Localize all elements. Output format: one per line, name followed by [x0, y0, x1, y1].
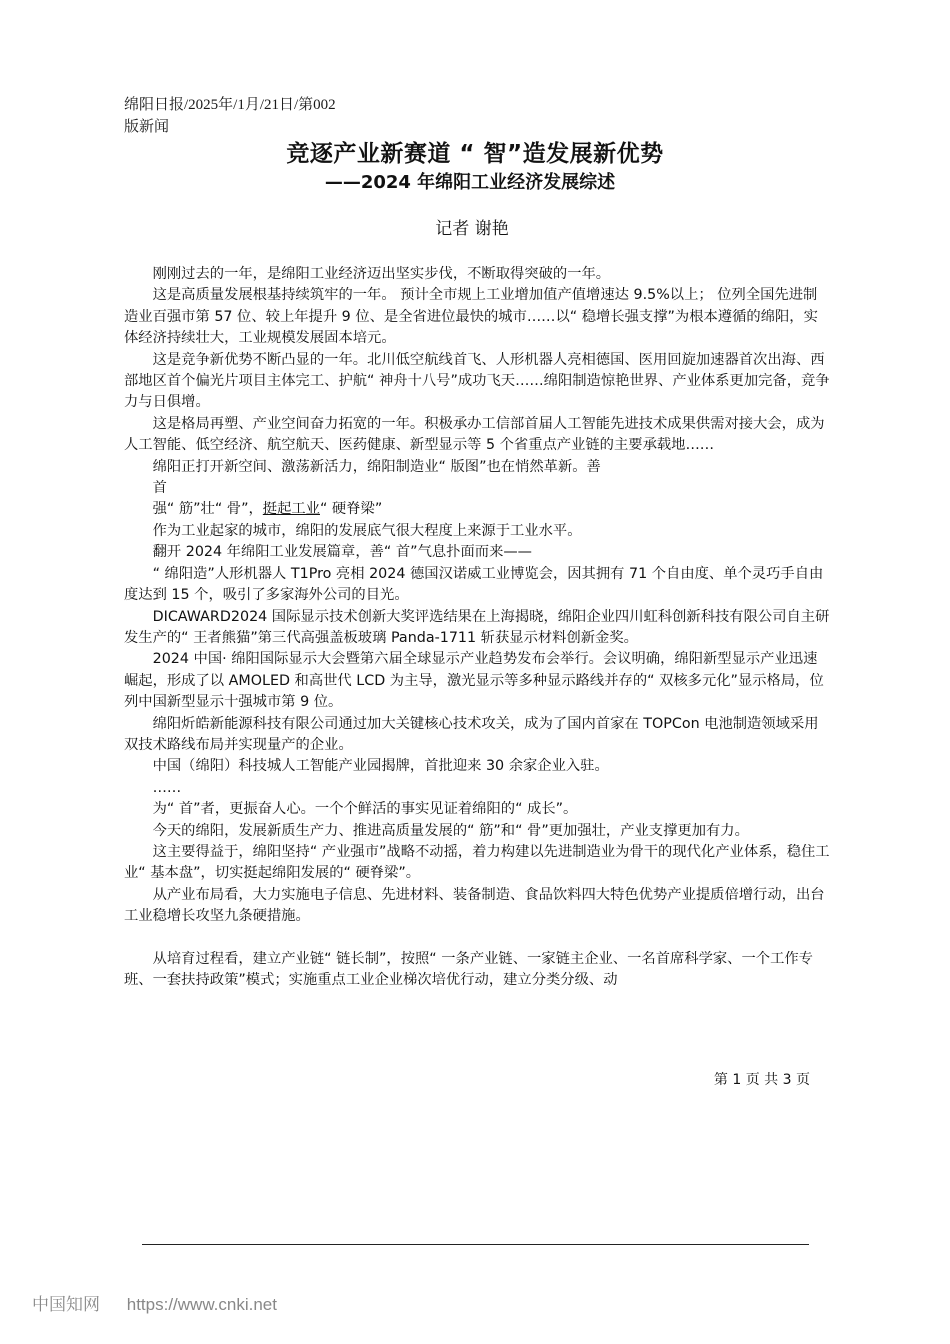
paragraph: “ 绵阳造”人形机器人 T1Pro 亮相 2024 德国汉诺威工业博览会，因其拥有 71 个自由度、单个灵巧手自由度达到 15 个，吸引了多家海外公司的目光。: [124, 565, 824, 604]
paragraph: 翻开 2024 年绵阳工业发展篇章，善“ 首”气息扑面而来——: [152, 544, 532, 561]
cnki-brand: 中国知网: [32, 1295, 100, 1314]
paragraph: 这是格局再塑、产业空间奋力拓宽的一年。积极承办工信部首届人工智能先进技术成果供需对接大会，成为人工智能、低空经济、航空航天、医药健康、新型显示等 5 个省重点产业链的主要承载地……: [124, 415, 825, 454]
subheading-part-2: “ 硬脊梁”: [319, 501, 383, 518]
section-subheading: [124, 499, 830, 520]
paragraph: 2024 中国· 绵阳国际显示大会暨第六届全球显示产业趋势发布会举行。会议明确，绵阳新型显示产业迅速崛起，形成了以 AMOLED 和高世代 LCD 为主导，激光显示等多种显示路线并存的“ 双核多元化”显示格局，位列中国新型显示十强城市第 9 位。: [124, 651, 824, 711]
subheading-underlined: 挺起工业: [262, 501, 320, 518]
source-line-2: 版新闻: [124, 119, 170, 135]
paragraph: 刚刚过去的一年，是绵阳工业经济迈出坚实步伐，不断取得突破的一年。: [152, 266, 611, 282]
article-subtitle: ——2024 年绵阳工业经济发展综述: [324, 172, 616, 193]
paragraph: 首: [152, 480, 167, 497]
paragraph: 这主要得益于，绵阳坚持“ 产业强市”战略不动摇，着力构建以先进制造业为骨干的现代化产业体系，稳住工业“ 基本盘”，切实挺起绵阳发展的“ 硬脊梁”。: [124, 843, 830, 882]
paragraph: 作为工业起家的城市，绵阳的发展底气很大程度上来源于工业水平。: [152, 522, 582, 539]
footer-divider: [142, 1244, 809, 1245]
paragraph: 从培育过程看，建立产业链“ 链长制”，按照“ 一条产业链、一家链主企业、一名首席科学家、一个工作专班、一套扶持政策”模式；实施重点工业企业梯次培优行动，建立分类分级、动: [124, 950, 813, 988]
cnki-url[interactable]: https://www.cnki.net: [126, 1295, 277, 1314]
ellipsis: ……: [152, 779, 182, 796]
article-title: 竞逐产业新赛道 “ 智”造发展新优势: [286, 141, 664, 167]
paragraph: 中国（绵阳）科技城人工智能产业园揭牌，首批迎来 30 余家企业入驻。: [152, 758, 609, 775]
paragraph: 绵阳炘皓新能源科技有限公司通过加大关键核心技术攻关，成为了国内首家在 TOPCon 电池制造领域采用双技术路线布局并实现量产的企业。: [124, 715, 819, 753]
paragraph: 从产业布局看，大力实施电子信息、先进材料、装备制造、食品饮料四大特色优势产业提质倍增行动，出台工业稳增长攻坚九条硬措施。: [124, 886, 825, 925]
subheading-part-1: 强“ 筋”壮“ 骨”，: [152, 501, 263, 518]
article-body: [124, 264, 830, 991]
paragraph: 为“ 首”者，更振奋人心。一个个鲜活的事实见证着绵阳的“ 成长”。: [152, 801, 578, 818]
paragraph: DICAWARD2024 国际显示技术创新大奖评选结果在上海揭晓，绵阳企业四川虹科创新科技有限公司自主研发生产的“ 王者熊猫”第三代高强盖板玻璃 Panda-1711 斩获显示材料创新金奖。: [124, 608, 830, 646]
cnki-watermark: [32, 1293, 277, 1317]
page-indicator: 第 1 页 共 3 页: [713, 1072, 810, 1088]
paragraph: 今天的绵阳，发展新质生产力、推进高质量发展的“ 筋”和“ 骨”更加强壮，产业支撑更加有力。: [152, 822, 749, 839]
article-author: 记者 谢艳: [435, 219, 509, 239]
source-info: [124, 94, 404, 138]
paragraph: 这是高质量发展根基持续筑牢的一年。 预计全市规上工业增加值产值增速达 9.5%以上； 位列全国先进制造业百强市第 57 位、较上年提升 9 位、是全省进位最快的城市……以“ 稳增长强支撑”为根本遵循的绵阳，实体经济持续壮大，工业规模发展固本培元。: [124, 287, 818, 347]
source-line-1: 绵阳日报/2025年/1月/21日/第002: [124, 97, 336, 113]
paragraph: 绵阳正打开新空间、激荡新活力，绵阳制造业“ 版图”也在悄然革新。善: [152, 458, 601, 475]
paragraph: 这是竞争新优势不断凸显的一年。北川低空航线首飞、人形机器人亮相德国、医用回旋加速器首次出海、西部地区首个偏光片项目主体完工、护航“ 神舟十八号”成功飞天……绵阳制造惊艳世界、产业体系更加完备，竞争力与日俱增。: [124, 351, 830, 411]
